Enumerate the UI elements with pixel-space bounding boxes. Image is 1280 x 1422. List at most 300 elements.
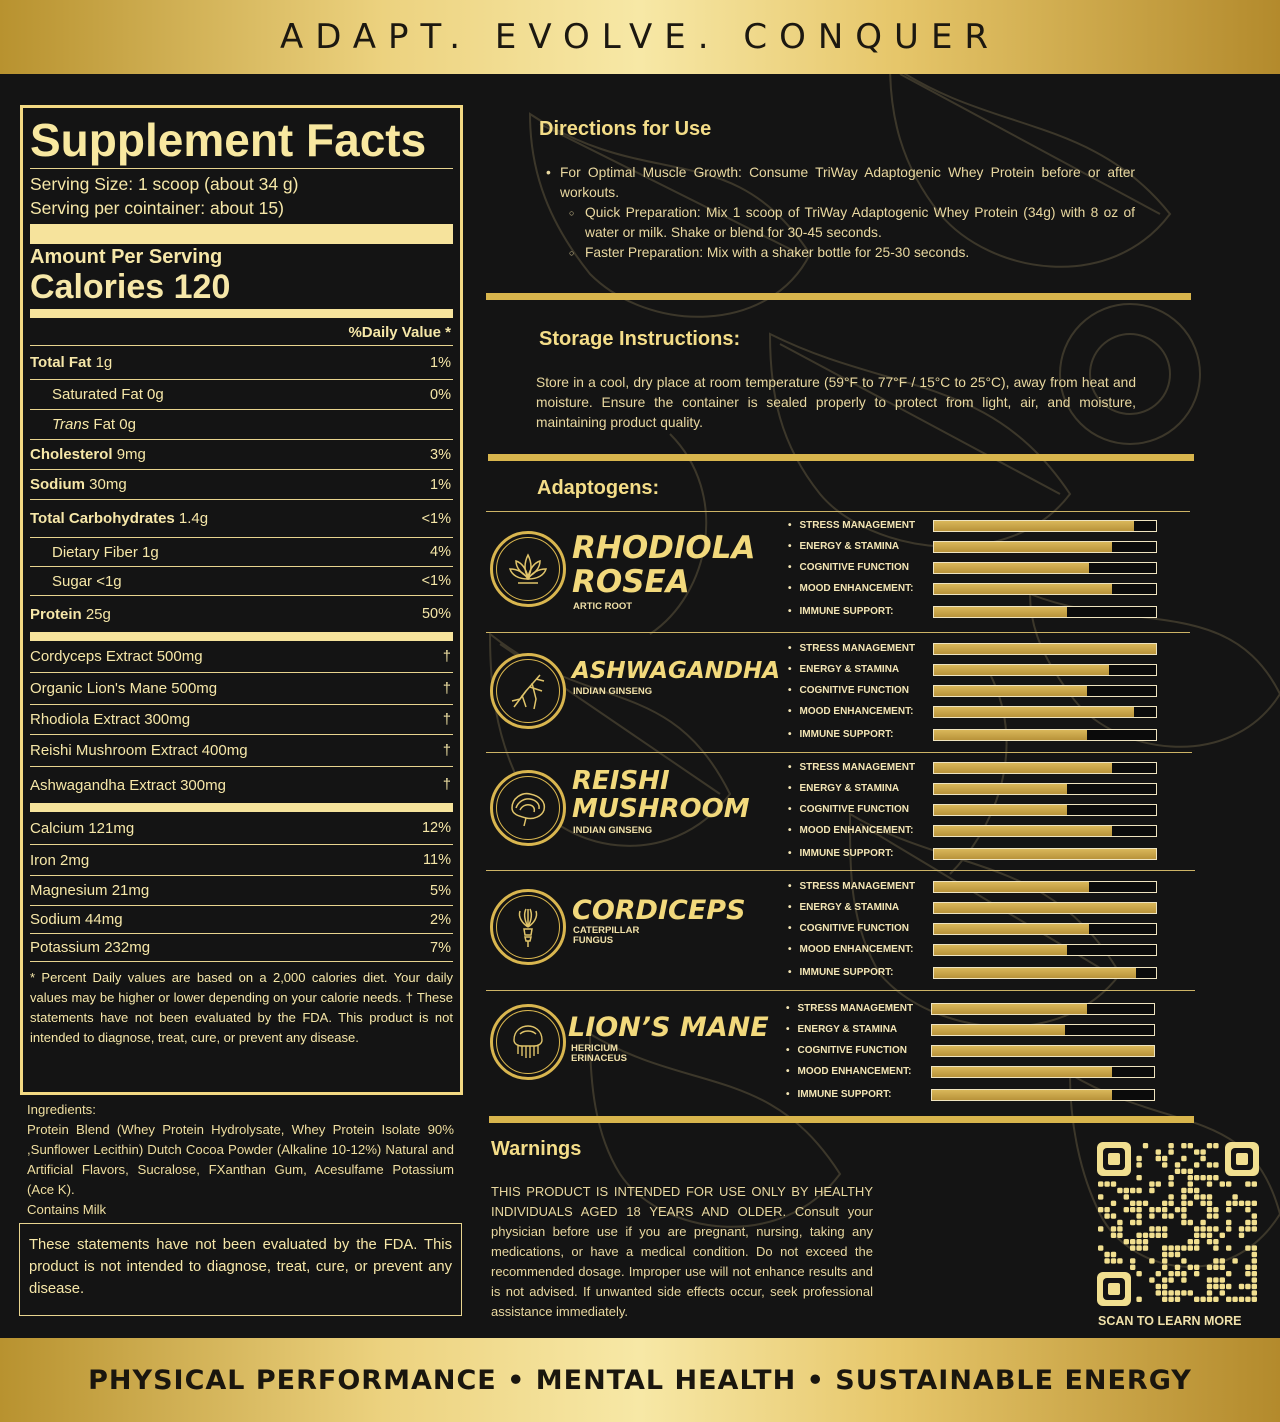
qr-module [1194, 1162, 1199, 1167]
qr-module [1232, 1258, 1237, 1263]
qr-module [1111, 1226, 1116, 1231]
qr-module [1226, 1207, 1231, 1212]
qr-module [1213, 1297, 1218, 1302]
qr-module [1188, 1245, 1193, 1250]
qr-module [1181, 1271, 1186, 1276]
qr-module [1104, 1252, 1109, 1257]
qr-module [1207, 1213, 1212, 1218]
qr-module [1143, 1233, 1148, 1238]
qr-module [1111, 1201, 1116, 1206]
qr-module [1226, 1245, 1231, 1250]
qr-module [1136, 1156, 1141, 1161]
qr-module [1188, 1175, 1193, 1180]
qr-module [1245, 1271, 1250, 1276]
qr-module [1175, 1162, 1180, 1167]
qr-module [1226, 1284, 1231, 1289]
qr-module [1162, 1201, 1167, 1206]
qr-module [1194, 1239, 1199, 1244]
amount-per-serving: Amount Per Serving [30, 246, 223, 268]
qr-module [1213, 1284, 1218, 1289]
metric-cognitive-function: • COGNITIVE FUNCTION [788, 561, 1168, 575]
metric-mood-enhancement: • MOOD ENHANCEMENT: [788, 943, 1168, 957]
nutrient-row: Trans Fat 0g [30, 410, 453, 440]
qr-module [1181, 1220, 1186, 1225]
metric-energy-stamina: • ENERGY & STAMINA [788, 901, 1168, 915]
adaptogen-name: CORDICEPS [572, 895, 746, 926]
qr-module [1213, 1207, 1218, 1212]
qr-module [1111, 1181, 1116, 1186]
qr-module [1175, 1169, 1180, 1174]
qr-module [1124, 1207, 1129, 1212]
qr-module [1239, 1297, 1244, 1302]
qr-module [1252, 1252, 1257, 1257]
qr-module [1156, 1271, 1161, 1276]
qr-module [1136, 1207, 1141, 1212]
qr-module [1156, 1207, 1161, 1212]
qr-module [1207, 1297, 1212, 1302]
reishi-mushroom-icon [490, 770, 566, 846]
metric-cognitive-function: • COGNITIVE FUNCTION [788, 684, 1168, 698]
nutrient-row: Protein 25g 50% [30, 605, 451, 623]
qr-module [1168, 1201, 1173, 1206]
nutrient-row: Sodium 30mg 1% [30, 470, 453, 500]
qr-module [1175, 1297, 1180, 1302]
qr-module [1181, 1194, 1186, 1199]
qr-module [1200, 1201, 1205, 1206]
warnings-title: Warnings [491, 1138, 582, 1160]
qr-module [1252, 1290, 1257, 1295]
qr-module [1194, 1271, 1199, 1276]
adaptogen-lions-mane [488, 1000, 1192, 1118]
qr-module [1111, 1213, 1116, 1218]
qr-module [1232, 1297, 1237, 1302]
qr-module [1168, 1181, 1173, 1186]
qr-module [1175, 1290, 1180, 1295]
qr-module [1162, 1213, 1167, 1218]
metric-cognitive-function: • COGNITIVE FUNCTION [788, 922, 1168, 936]
nutrient-row: Saturated Fat 0g 0% [30, 380, 453, 410]
qr-module [1168, 1252, 1173, 1257]
qr-module [1117, 1233, 1122, 1238]
section-divider [489, 1116, 1194, 1123]
qr-module [1188, 1181, 1193, 1186]
adaptogen-ashwagandha [488, 638, 1192, 756]
qr-module [1168, 1213, 1173, 1218]
qr-module [1207, 1265, 1212, 1270]
qr-module [1188, 1169, 1193, 1174]
metric-energy-stamina: • ENERGY & STAMINA [788, 782, 1168, 796]
qr-module [1136, 1175, 1141, 1180]
qr-module [1245, 1297, 1250, 1302]
qr-module [1117, 1188, 1122, 1193]
qr-module [1136, 1188, 1141, 1193]
qr-module [1252, 1284, 1257, 1289]
qr-module [1149, 1213, 1154, 1218]
qr-module [1252, 1271, 1257, 1276]
supplement-facts-panel [20, 105, 463, 1095]
qr-module [1245, 1207, 1250, 1212]
mineral-row: Iron 2mg 11% [30, 845, 453, 876]
qr-module [1130, 1245, 1135, 1250]
qr-module [1175, 1265, 1180, 1270]
qr-module [1143, 1143, 1148, 1148]
qr-module [1207, 1143, 1212, 1148]
qr-module [1156, 1226, 1161, 1231]
thick-divider [30, 803, 453, 812]
divider [486, 752, 1192, 753]
qr-module [1181, 1207, 1186, 1212]
facts-footnote: * Percent Daily values are based on a 2,000 calories diet. Your daily values may be higher or lower depending on your calorie needs. † These statements have not been evaluated by the FDA. This product is not intended to diagnose, treat, cure, or prevent any disease. [30, 970, 453, 1045]
adaptogen-name: ROSEA [572, 564, 690, 600]
mineral-row: Potassium 232mg 7% [30, 934, 453, 962]
qr-module [1213, 1162, 1218, 1167]
qr-module [1226, 1297, 1231, 1302]
adaptogen-subtitle: ERINACEUS [571, 1053, 627, 1064]
header-tagline: ADAPT. EVOLVE. CONQUER [279, 17, 1001, 57]
ingredients-text: Protein Blend (Whey Protein Hydrolysate, Whey Protein Isolate 90% ,Sunflower Lecithin) Dutch Cocoa Powder (Alkaline 10-12%) Natural and Artificial Flavors, Sucralose, FXanthan Gum, Acesulfame Potassium (Ace K). [27, 1122, 454, 1197]
qr-module [1252, 1226, 1257, 1231]
qr-module [1213, 1239, 1218, 1244]
qr-module [1252, 1220, 1257, 1225]
mineral-row: Calcium 121mg 12% [30, 812, 453, 845]
metric-immune-support: • IMMUNE SUPPORT: [786, 1088, 1166, 1102]
storage-title: Storage Instructions: [539, 328, 741, 350]
qr-module [1252, 1181, 1257, 1186]
qr-module [1245, 1245, 1250, 1250]
nutrient-row: Total Fat 1g 1% [30, 346, 453, 380]
extract-row: Cordyceps Extract 500mg † [30, 641, 453, 673]
metric-cognitive-function: • COGNITIVE FUNCTION [786, 1044, 1166, 1058]
extract-row: Ashwagandha Extract 300mg † [30, 776, 451, 794]
qr-module [1168, 1149, 1173, 1154]
qr-module [1136, 1162, 1141, 1167]
qr-module [1239, 1201, 1244, 1206]
qr-module [1149, 1277, 1154, 1282]
nutrient-row: Cholesterol 9mg 3% [30, 440, 453, 470]
qr-module [1181, 1258, 1186, 1263]
qr-module [1117, 1258, 1122, 1263]
qr-module [1220, 1233, 1225, 1238]
qr-module [1149, 1226, 1154, 1231]
qr-code-icon[interactable] [1097, 1142, 1259, 1306]
qr-module [1188, 1188, 1193, 1193]
qr-module [1226, 1220, 1231, 1225]
qr-module [1136, 1213, 1141, 1218]
divider [30, 168, 453, 169]
qr-module [1168, 1143, 1173, 1148]
metric-immune-support: • IMMUNE SUPPORT: [788, 966, 1168, 980]
qr-module [1200, 1226, 1205, 1231]
qr-module [1194, 1175, 1199, 1180]
qr-module [1149, 1188, 1154, 1193]
qr-module [1156, 1181, 1161, 1186]
divider [486, 870, 1195, 871]
adaptogen-name: REISHI [572, 766, 670, 796]
metric-mood-enhancement: • MOOD ENHANCEMENT: [788, 705, 1168, 719]
qr-module [1098, 1245, 1103, 1250]
qr-module [1162, 1233, 1167, 1238]
scan-label: SCAN TO LEARN MORE [1098, 1314, 1242, 1328]
qr-module [1136, 1220, 1141, 1225]
adaptogen-name: RHODIOLA [572, 530, 756, 566]
qr-module [1200, 1297, 1205, 1302]
qr-module [1232, 1194, 1237, 1199]
extract-row: Reishi Mushroom Extract 400mg † [30, 735, 453, 767]
metric-mood-enhancement: • MOOD ENHANCEMENT: [788, 582, 1168, 596]
qr-module [1124, 1188, 1129, 1193]
qr-module [1200, 1156, 1205, 1161]
thick-divider [30, 309, 453, 318]
allergen-text: Contains Milk [27, 1202, 107, 1217]
qr-module [1220, 1258, 1225, 1263]
qr-module [1226, 1181, 1231, 1186]
qr-module [1143, 1201, 1148, 1206]
qr-module [1181, 1290, 1186, 1295]
qr-module [1136, 1239, 1141, 1244]
qr-module [1162, 1207, 1167, 1212]
direction-item: • For Optimal Muscle Growth: Consume TriWay Adaptogenic Whey Protein before or after workouts. [545, 163, 1135, 203]
footer-tagline: PHYSICAL PERFORMANCE • MENTAL HEALTH • SUSTAINABLE ENERGY [88, 1364, 1192, 1396]
qr-module [1156, 1233, 1161, 1238]
qr-module [1156, 1284, 1161, 1289]
qr-module [1188, 1265, 1193, 1270]
qr-module [1213, 1265, 1218, 1270]
qr-module [1200, 1220, 1205, 1225]
qr-module [1207, 1290, 1212, 1295]
qr-module [1226, 1201, 1231, 1206]
cordyceps-icon [490, 889, 566, 965]
main-panel [0, 74, 1280, 1338]
qr-module [1130, 1201, 1135, 1206]
qr-module [1252, 1258, 1257, 1263]
qr-module [1252, 1201, 1257, 1206]
qr-module [1194, 1188, 1199, 1193]
section-divider [486, 293, 1191, 300]
qr-module [1175, 1207, 1180, 1212]
qr-module [1213, 1213, 1218, 1218]
qr-module [1104, 1258, 1109, 1263]
qr-module [1143, 1245, 1148, 1250]
qr-module [1232, 1201, 1237, 1206]
nutrient-row: Sugar <1g <1% [30, 567, 453, 596]
qr-module [1213, 1258, 1218, 1263]
qr-module [1245, 1201, 1250, 1206]
qr-module [1207, 1175, 1212, 1180]
facts-title: Supplement Facts [30, 114, 427, 166]
qr-module [1200, 1233, 1205, 1238]
qr-module [1111, 1252, 1116, 1257]
qr-module [1098, 1181, 1103, 1186]
adaptogen-name: ASHWAGANDHA [572, 658, 781, 684]
qr-module [1181, 1213, 1186, 1218]
mineral-row: Sodium 44mg 2% [30, 906, 453, 934]
qr-module [1200, 1149, 1205, 1154]
qr-module [1130, 1258, 1135, 1263]
daily-value-header: %Daily Value * [30, 318, 453, 346]
qr-module [1149, 1207, 1154, 1212]
adaptogens-title: Adaptogens: [537, 477, 660, 499]
qr-module [1117, 1220, 1122, 1225]
qr-module [1168, 1245, 1173, 1250]
adaptogen-name: MUSHROOM [572, 794, 750, 824]
metric-energy-stamina: • ENERGY & STAMINA [788, 540, 1168, 554]
qr-module [1136, 1233, 1141, 1238]
qr-module [1162, 1226, 1167, 1231]
qr-module [1162, 1265, 1167, 1270]
qr-module [1181, 1245, 1186, 1250]
qr-module [1252, 1277, 1257, 1282]
adaptogen-reishi [488, 758, 1192, 876]
qr-module [1245, 1226, 1250, 1231]
qr-module [1207, 1194, 1212, 1199]
qr-module [1136, 1271, 1141, 1276]
storage-text: Store in a cool, dry place at room temperature (59°F to 77°F / 15°C to 25°C), away from heat and moisture. Ensure the container is sealed properly to protect from light, air, and moisture, maintaining product quality. [536, 375, 1136, 430]
qr-module [1162, 1290, 1167, 1295]
qr-module [1220, 1284, 1225, 1289]
nutrient-row: Total Carbohydrates 1.4g <1% [30, 500, 453, 538]
metric-stress-management: • STRESS MANAGEMENT [788, 880, 1168, 894]
metric-immune-support: • IMMUNE SUPPORT: [788, 728, 1168, 742]
calories: Calories 120 [30, 268, 231, 306]
qr-module [1111, 1233, 1116, 1238]
servings-per-container: Serving per cointainer: about 15) [30, 198, 284, 218]
adaptogen-subtitle: ARTIC ROOT [573, 601, 633, 612]
qr-module [1213, 1245, 1218, 1250]
qr-module [1220, 1290, 1225, 1295]
qr-module [1098, 1194, 1103, 1199]
qr-module [1162, 1258, 1167, 1263]
qr-module [1220, 1265, 1225, 1270]
ingredients-heading: Ingredients: [27, 1102, 96, 1117]
qr-module [1168, 1297, 1173, 1302]
lotus-icon [490, 531, 566, 607]
metric-immune-support: • IMMUNE SUPPORT: [788, 847, 1168, 861]
qr-module [1181, 1169, 1186, 1174]
qr-module [1194, 1149, 1199, 1154]
qr-module [1200, 1175, 1205, 1180]
adaptogen-cordyceps [488, 877, 1192, 995]
directions-list [545, 163, 1135, 263]
qr-module [1188, 1201, 1193, 1206]
qr-module [1156, 1156, 1161, 1161]
qr-module [1168, 1277, 1173, 1282]
qr-module [1194, 1194, 1199, 1199]
qr-module [1162, 1245, 1167, 1250]
qr-module [1194, 1233, 1199, 1238]
metric-stress-management: • STRESS MANAGEMENT [788, 761, 1168, 775]
qr-module [1098, 1207, 1103, 1212]
qr-module [1104, 1213, 1109, 1218]
qr-module [1194, 1265, 1199, 1270]
extract-row: Organic Lion's Mane 500mg † [30, 673, 453, 705]
metric-stress-management: • STRESS MANAGEMENT [786, 1002, 1166, 1016]
qr-module [1149, 1233, 1154, 1238]
metric-immune-support: • IMMUNE SUPPORT: [788, 605, 1168, 619]
qr-module [1181, 1188, 1186, 1193]
qr-module [1207, 1239, 1212, 1244]
divider [486, 990, 1195, 991]
qr-module [1130, 1188, 1135, 1193]
qr-module [1104, 1207, 1109, 1212]
qr-module [1194, 1226, 1199, 1231]
root-icon [490, 653, 566, 729]
adaptogen-subtitle: INDIAN GINSENG [573, 825, 653, 836]
adaptogen-subtitle: INDIAN GINSENG [573, 686, 653, 697]
divider [486, 632, 1190, 633]
extract-row: Rhodiola Extract 300mg † [30, 705, 453, 735]
qr-module [1213, 1143, 1218, 1148]
adaptogen-subtitle: CATERPILLAR [573, 925, 640, 936]
qr-module [1220, 1181, 1225, 1186]
qr-module [1245, 1220, 1250, 1225]
warnings-text: THIS PRODUCT IS INTENDED FOR USE ONLY BY HEALTHY INDIVIDUALS AGED 18 YEARS AND OLDER. Consult your physician before use if you are pregnant, nursing, taking any medications, or have a medical condition. Do not exceed the recommended dosage. Improper use will not enhance results and is not advised. If unwanted side effects occur, seek professional assistance immediately. [491, 1184, 873, 1319]
qr-module [1252, 1297, 1257, 1302]
metric-stress-management: • STRESS MANAGEMENT [788, 642, 1168, 656]
qr-module [1098, 1226, 1103, 1231]
qr-module [1162, 1297, 1167, 1302]
qr-module [1130, 1220, 1135, 1225]
qr-module [1162, 1284, 1167, 1289]
qr-module [1168, 1175, 1173, 1180]
qr-module [1136, 1297, 1141, 1302]
qr-module [1124, 1239, 1129, 1244]
direction-subitem: ○ Quick Preparation: Mix 1 scoop of TriWay Adaptogenic Whey Protein (34g) with 8 oz of water or milk. Shake or blend for 30-45 seconds. [545, 203, 1135, 243]
qr-module [1194, 1297, 1199, 1302]
qr-module [1207, 1181, 1212, 1186]
qr-module [1188, 1239, 1193, 1244]
qr-module [1213, 1175, 1218, 1180]
qr-module [1252, 1245, 1257, 1250]
qr-module [1207, 1277, 1212, 1282]
qr-module [1124, 1194, 1129, 1199]
adaptogen-name: LION’S MANE [568, 1012, 769, 1043]
qr-module [1245, 1284, 1250, 1289]
qr-module [1245, 1181, 1250, 1186]
direction-subitem: ○ Faster Preparation: Mix with a shaker bottle for 25-30 seconds. [545, 243, 1135, 263]
qr-module [1207, 1233, 1212, 1238]
directions-title: Directions for Use [539, 118, 712, 140]
divider [486, 511, 1190, 512]
qr-module [1207, 1284, 1212, 1289]
adaptogen-subtitle: HERICIUM [571, 1043, 618, 1054]
qr-module [1175, 1252, 1180, 1257]
qr-module [1213, 1277, 1218, 1282]
ingredients [27, 1100, 454, 1220]
qr-module [1252, 1265, 1257, 1270]
qr-module [1162, 1252, 1167, 1257]
qr-module [1175, 1245, 1180, 1250]
qr-module [1181, 1277, 1186, 1282]
metric-mood-enhancement: • MOOD ENHANCEMENT: [786, 1065, 1166, 1079]
qr-module [1181, 1156, 1186, 1161]
qr-module [1130, 1207, 1135, 1212]
qr-module [1117, 1226, 1122, 1231]
nutrient-row: Dietary Fiber 1g 4% [30, 538, 453, 567]
qr-module [1194, 1245, 1199, 1250]
qr-module [1181, 1201, 1186, 1206]
qr-module [1200, 1194, 1205, 1199]
qr-module [1252, 1213, 1257, 1218]
qr-module [1136, 1245, 1141, 1250]
adaptogen-subtitle: FUNGUS [573, 935, 614, 946]
qr-module [1130, 1239, 1135, 1244]
qr-module [1168, 1271, 1173, 1276]
qr-module [1130, 1265, 1135, 1270]
qr-module [1104, 1181, 1109, 1186]
qr-module [1239, 1226, 1244, 1231]
qr-module [1162, 1156, 1167, 1161]
qr-module [1156, 1290, 1161, 1295]
